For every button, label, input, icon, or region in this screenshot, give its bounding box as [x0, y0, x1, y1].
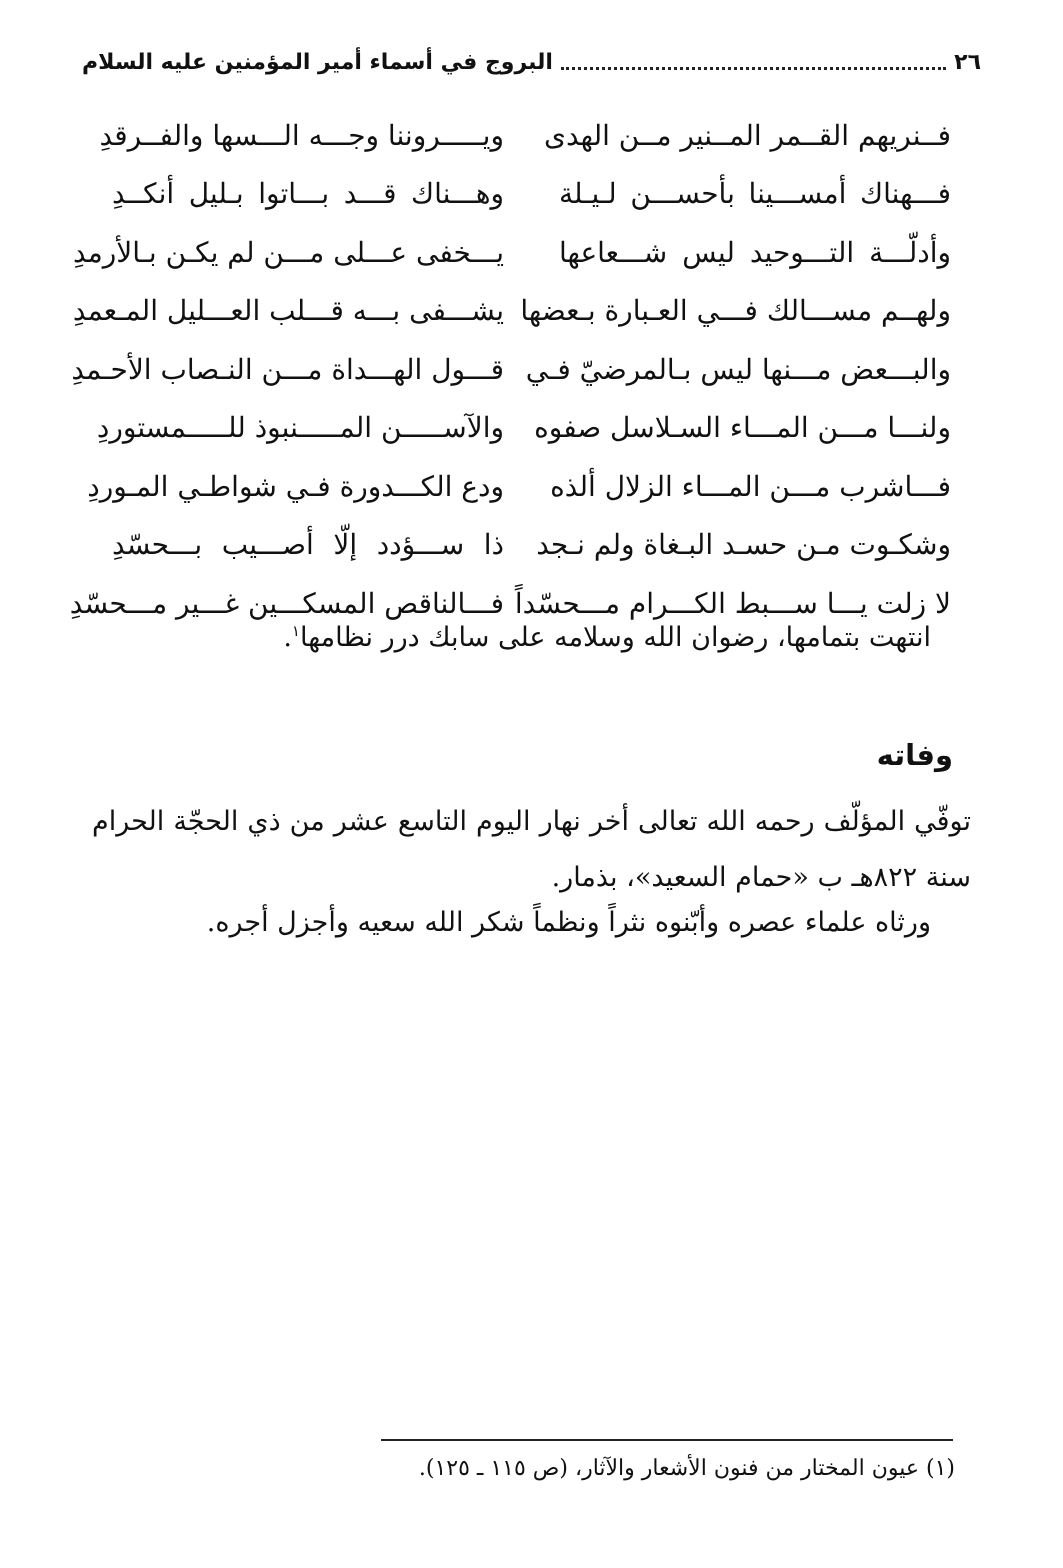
footnote-reference: ١ [291, 622, 300, 640]
verse-second-hemistich: والآســـــن المـــــنبوذ للـــــمستوردِ [96, 411, 504, 445]
verse [87, 457, 951, 516]
closing-period: . [283, 622, 292, 653]
verse-first-hemistich: ولنـــا مـــن المـــاء السـلاسل صفوه [534, 411, 951, 445]
verse-first-hemistich: ولهــم مســـالك فـــي العـبارة بـعضها [520, 294, 951, 328]
verse-second-hemistich: يـــخفى عـــلى مـــن لم يكـن بـالأرمدِ [73, 235, 504, 269]
verse-first-hemistich: فـــاشرب مـــن المـــاء الزلال ألذه [550, 469, 951, 503]
verse-first-hemistich: فـــهناك أمســـينا بأحســـن لـيـلة [559, 177, 951, 211]
verse-second-hemistich: وهـــناك قـــد بـــاتوا بـليل أنكــدِ [112, 177, 504, 211]
verse-second-hemistich: فـــالناقص المسكـــين غـــير مـــحسّدِ [69, 586, 504, 620]
verse [96, 399, 951, 458]
verse-first-hemistich: فــنريهم القــمر المــنير مــن الهدى [544, 118, 951, 152]
verse [112, 165, 951, 224]
verse [112, 516, 951, 575]
verse [73, 223, 951, 282]
header-dotted-leader [561, 67, 946, 70]
closing-text: انتهت بتمامها، رضوان الله وسلامه على سابك درر نظامها [299, 622, 931, 653]
verse-second-hemistich: قـــول الهـــداة مـــن النـصاب الأحـمدِ [71, 352, 504, 386]
verse-second-hemistich: ودع الكـــدورة فـي شواطـي المـوردِ [87, 469, 504, 503]
footnote-divider [381, 1439, 953, 1441]
verse-second-hemistich: يشـــفى بـــه قـــلب العـــليل المـعمدِ [72, 294, 504, 328]
verse [99, 106, 951, 165]
death-paragraph: توفّي المؤلّف رحمه الله تعالى أخر نهار اليوم التاسع عشر من ذي الحجّة الحرام سنة ٨٢٢هـ ب «حمام السعيد»، بذمار. [92, 806, 971, 893]
running-title: البروج في أسماء أمير المؤمنين عليه السلام [82, 49, 553, 75]
verse-second-hemistich: ذا ســـؤدد إلّا أصـــيب بـــحسّدِ [112, 528, 504, 562]
footnote: (١) عيون المختار من فنون الأشعار والآثار، (ص ١١٥ ـ ١٢٥). [418, 1456, 955, 1481]
verse-first-hemistich: وأدلّـــة التـــوحيد ليس شـــعاعها [559, 235, 951, 269]
poem [69, 106, 951, 633]
section-title: وفاته [876, 738, 953, 772]
verse [71, 340, 951, 399]
verse-first-hemistich: وشكـوت مـن حسـد البـغاة ولم نـجد [536, 528, 951, 562]
elegy-paragraph: ورثاه علماء عصره وأبّنوه نثراً ونظماً شكر الله سعيه وأجزل أجره. [206, 907, 931, 938]
verse [72, 282, 951, 341]
page-number: ٢٦ [954, 49, 981, 75]
verse-first-hemistich: والبـــعض مـــنها ليس بـالمرضيّ فـي [525, 352, 951, 386]
verse-first-hemistich: لا زلت يـــا ســـبط الكـــرام مـــحسّداً [514, 586, 951, 620]
closing-line [283, 622, 931, 653]
verse-second-hemistich: ويـــــروننا وجـــه الـــسها والفــرقدِ [99, 118, 504, 152]
page-header [82, 42, 981, 82]
